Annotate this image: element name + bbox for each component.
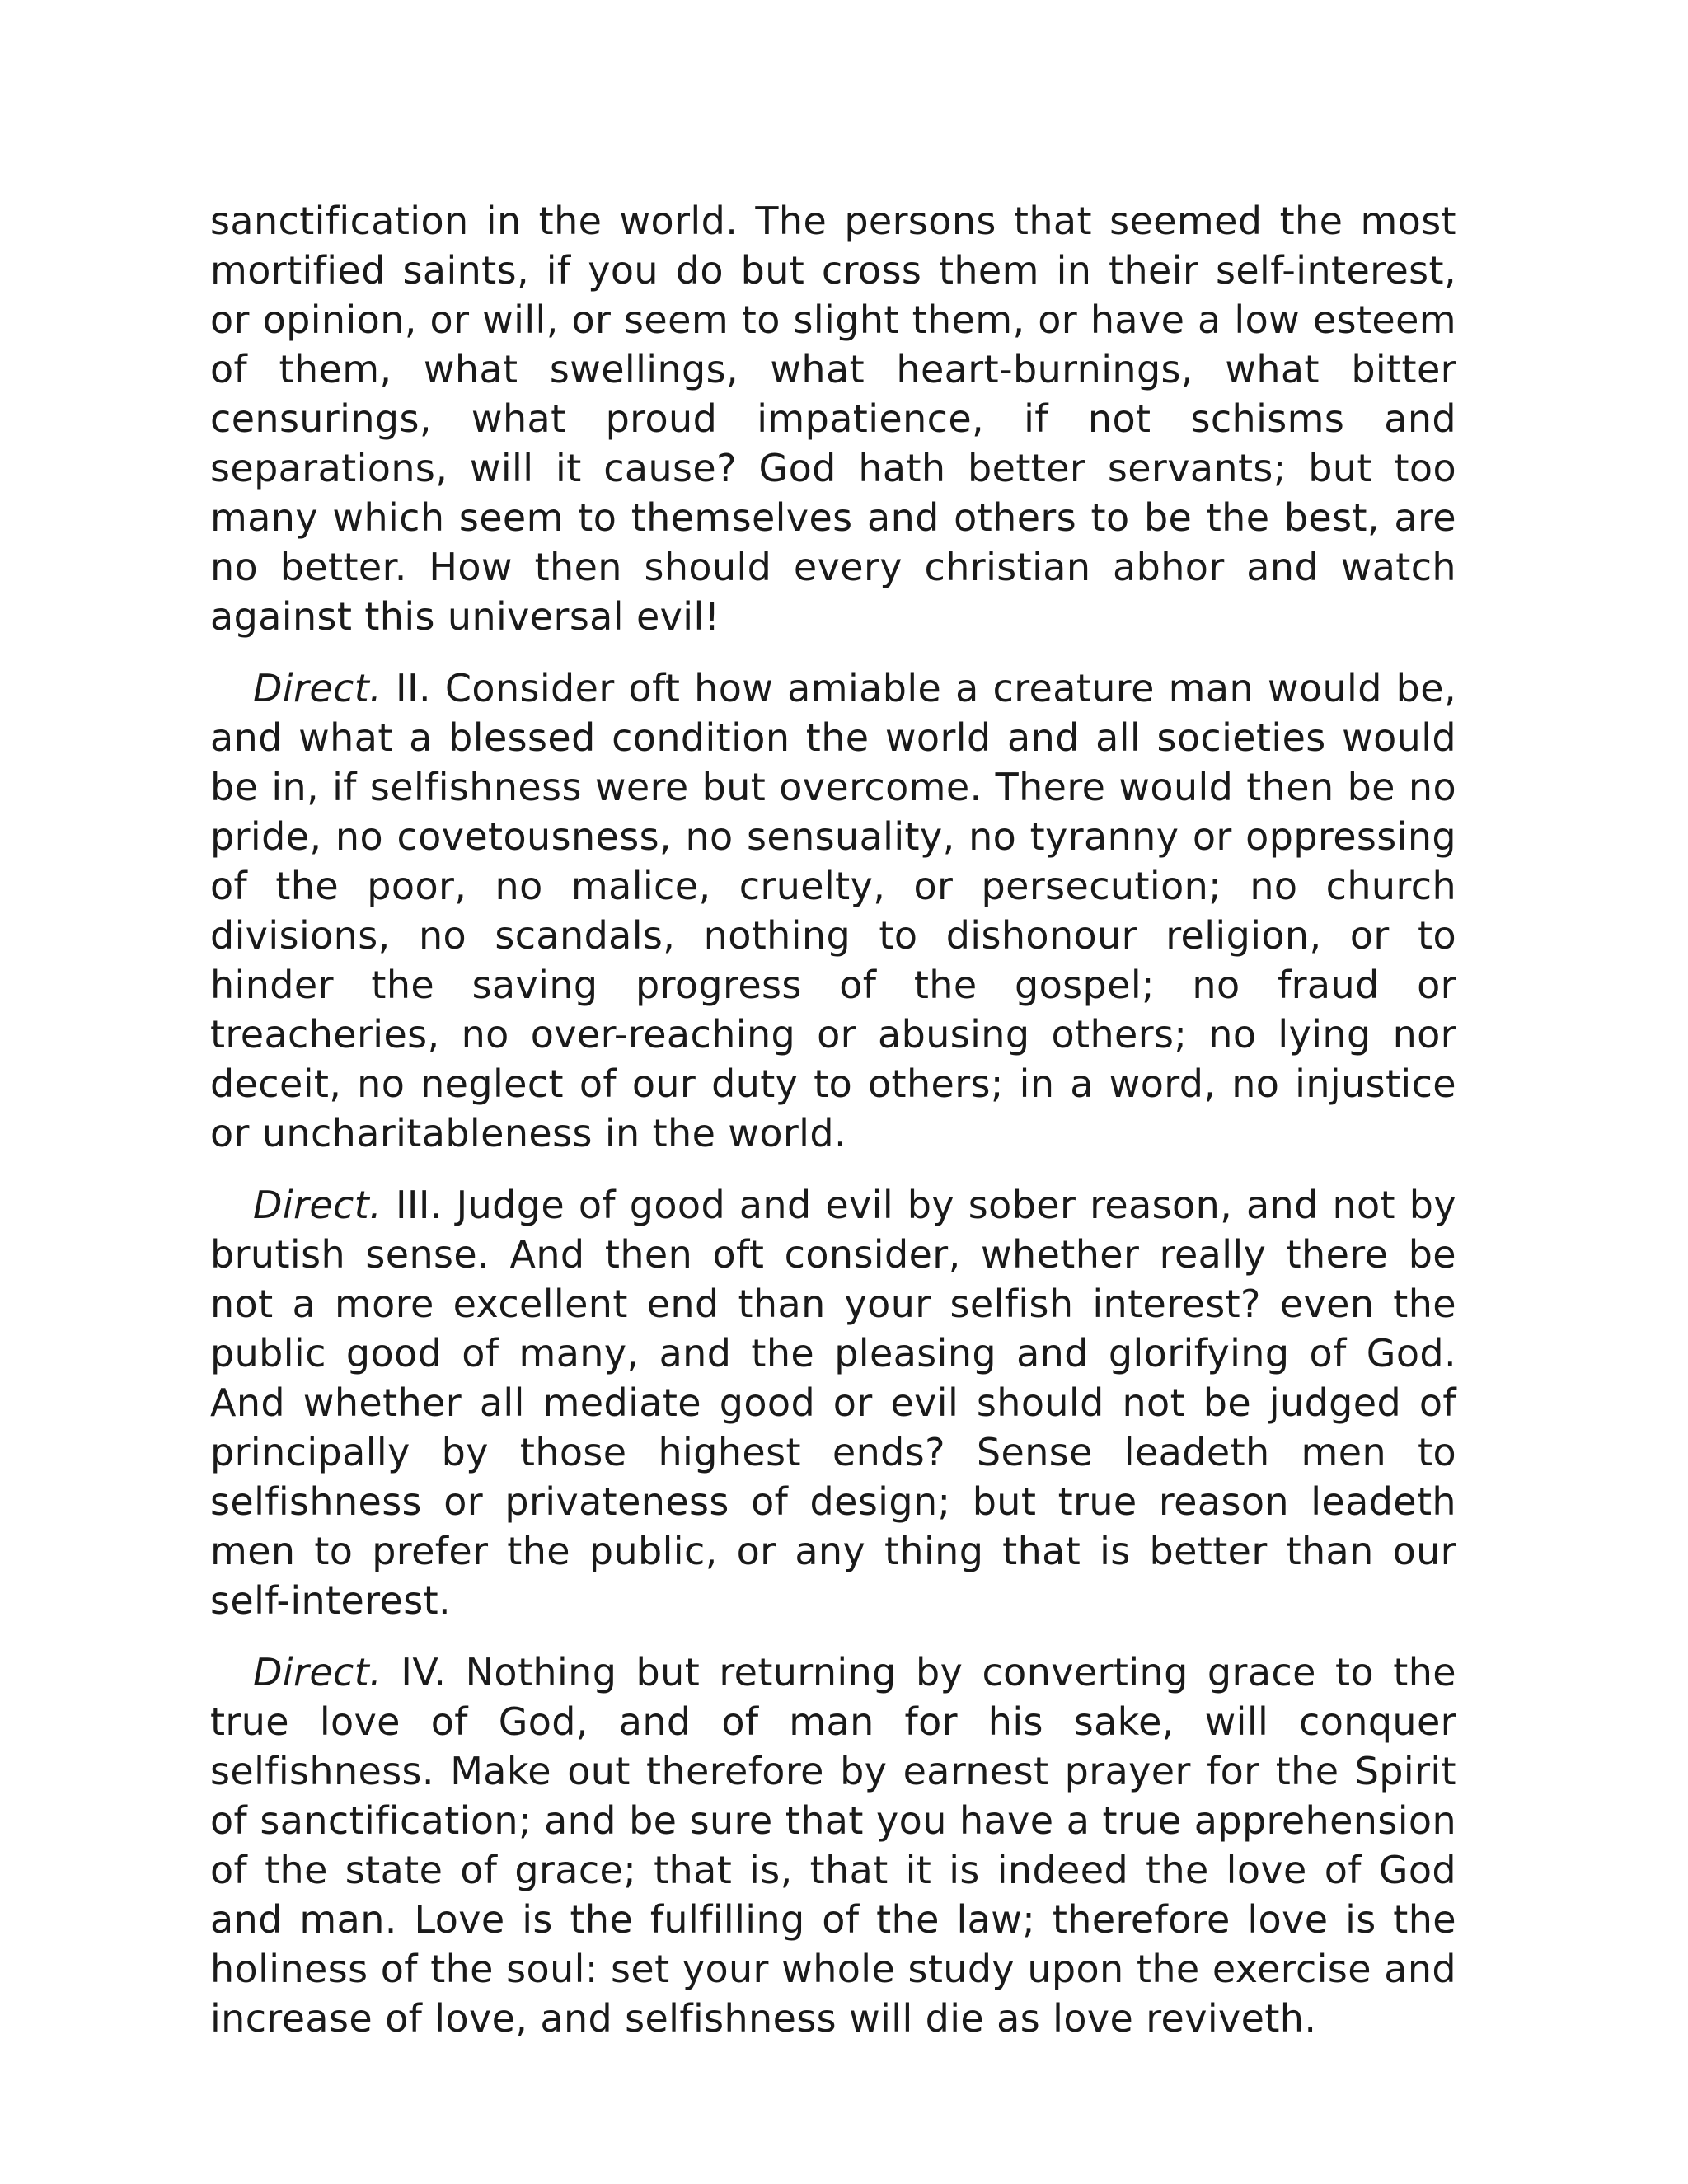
direction-numeral: IV. [401, 1650, 447, 1694]
paragraph-direction-2 [210, 663, 1456, 1158]
paragraph-continuation [210, 196, 1456, 641]
direction-label: Direct. [253, 1183, 382, 1227]
direction-numeral: II. [396, 666, 432, 710]
direction-label: Direct. [253, 666, 382, 710]
paragraph-text: Consider oft how amiable a creature man would be, and what a blessed condition the world and all societies would be in, if selfishness were but overcome. There would then be no pride, no covetousness, no sensuality, no tyranny or oppressing of the poor, no malice, cruelty, or persecution; no church divisions, no scandals, nothing to dishonour religion, or to hinder the saving progress of the gospel; no fraud or treacheries, no over-reaching or abusing others; no lying nor deceit, no neglect of our duty to others; in a word, no injustice or uncharitableness in the world. [210, 666, 1456, 1155]
paragraph-direction-4 [210, 1647, 1456, 2043]
paragraph-text: Judge of good and evil by sober reason, and not by brutish sense. And then oft consider, whether really there be not a more excellent end than your selfish interest? even the public good of many, and the pleasing and glorifying of God. And whether all mediate good or evil should not be judged of principally by those highest ends? Sense leadeth men to selfishness or privateness of design; but true reason leadeth men to prefer the public, or any thing that is better than our self-interest. [210, 1183, 1456, 1623]
direction-numeral: III. [395, 1183, 443, 1227]
paragraph-text: sanctification in the world. The persons that seemed the most mortified saints, if you do but cross them in their self-interest, or opinion, or will, or seem to slight them, or have a low esteem of them, what swellings, what heart-burnings, what bitter censurings, what proud impatience, if not schisms and separations, will it cause? God hath better servants; but too many which seem to themselves and others to be the best, are no better. How then should every christian abhor and watch against this universal evil! [210, 199, 1456, 639]
paragraph-text: Nothing but returning by converting grace to the true love of God, and of man for his sake, will conquer selfishness. Make out therefore by earnest prayer for the Spirit of sanctification; and be sure that you have a true apprehension of the state of grace; that is, that it is indeed the love of God and man. Love is the fulfilling of the law; therefore love is the holiness of the soul: set your whole study upon the exercise and increase of love, and selfishness will die as love reviveth. [210, 1650, 1456, 2041]
document-page [210, 196, 1456, 2065]
paragraph-direction-3 [210, 1180, 1456, 1625]
direction-label: Direct. [253, 1650, 382, 1694]
